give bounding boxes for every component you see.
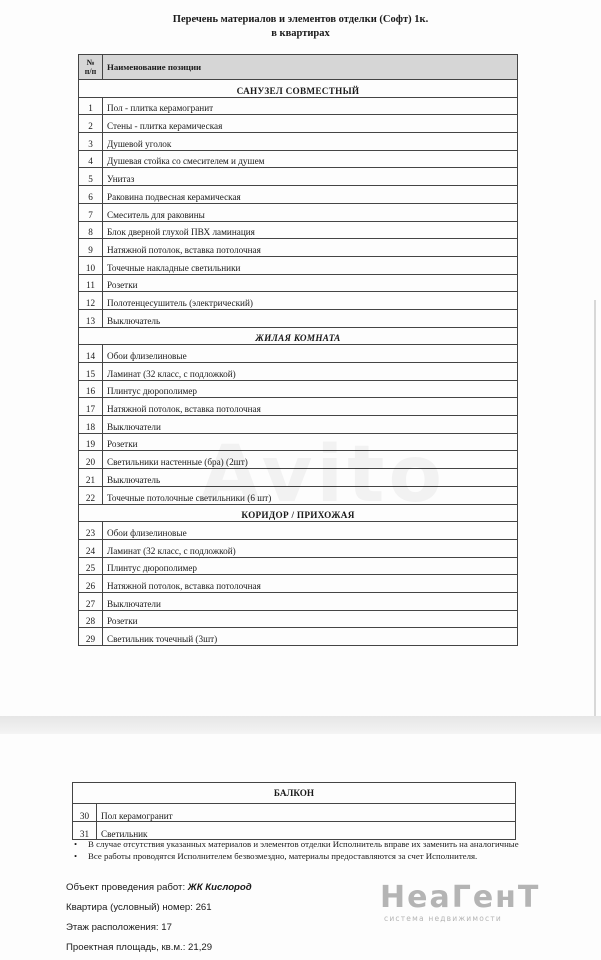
materials-table-body [79, 80, 518, 646]
balcony-table-body [73, 783, 516, 840]
table-row [79, 539, 518, 557]
row-name: Выключатели [103, 416, 518, 434]
row-number: 4 [79, 150, 103, 168]
materials-table [78, 54, 518, 646]
row-name: Розетки [103, 610, 518, 628]
table-row [79, 221, 518, 239]
document-subtitle: в квартирах [271, 28, 330, 39]
table-row [79, 256, 518, 274]
row-number: 2 [79, 115, 103, 133]
row-name: Точечные потолочные светильники (6 шт) [103, 486, 518, 504]
row-name: Пол керамогранит [97, 804, 516, 822]
row-number: 29 [79, 628, 103, 646]
section-title: САНУЗЕЛ СОВМЕСТНЫЙ [79, 80, 518, 98]
row-number: 21 [79, 469, 103, 487]
row-name: Унитаз [103, 168, 518, 186]
row-number: 8 [79, 221, 103, 239]
table-row [79, 150, 518, 168]
row-number: 31 [73, 822, 97, 840]
table-row [73, 822, 516, 840]
watermark-brand: НеаГенТ [380, 880, 541, 915]
document-title: Перечень материалов и элементов отделки (Софт) 1к. [172, 14, 429, 25]
table-row [79, 610, 518, 628]
section-row [79, 327, 518, 345]
row-name: Точечные накладные светильники [103, 256, 518, 274]
column-header-number: № п/п [79, 55, 103, 80]
info-object-value: ЖК Кислород [187, 882, 252, 893]
row-name: Ламинат (32 класс, с подложкой) [103, 363, 518, 381]
table-row [79, 380, 518, 398]
balcony-table [72, 782, 516, 840]
info-object-label: Объект проведения работ: [66, 882, 186, 893]
row-number: 14 [79, 345, 103, 363]
row-number: 22 [79, 486, 103, 504]
row-name: Полотенцесушитель (электрический) [103, 292, 518, 310]
table-row [79, 398, 518, 416]
page-separator [0, 716, 601, 734]
info-object [66, 882, 252, 893]
row-name: Пол - плитка керамогранит [103, 97, 518, 115]
row-number: 6 [79, 186, 103, 204]
table-row [73, 804, 516, 822]
row-number: 11 [79, 274, 103, 292]
table-row [79, 309, 518, 327]
row-name: Розетки [103, 274, 518, 292]
row-name: Плинтус дюрополимер [103, 557, 518, 575]
table-row [79, 628, 518, 646]
section-title: КОРИДОР / ПРИХОЖАЯ [79, 504, 518, 522]
table-row [79, 239, 518, 257]
table-row [79, 522, 518, 540]
section-row [73, 783, 516, 804]
row-name: Блок дверной глухой ПВХ ламинация [103, 221, 518, 239]
table-row [79, 133, 518, 151]
section-title: БАЛКОН [73, 783, 516, 804]
row-number: 16 [79, 380, 103, 398]
table-row [79, 203, 518, 221]
row-number: 26 [79, 575, 103, 593]
avito-watermark [200, 430, 446, 520]
info-area: Проектная площадь, кв.м.: 21,29 [66, 942, 213, 953]
table-row [79, 363, 518, 381]
row-name: Душевая стойка со смесителем и душем [103, 150, 518, 168]
row-name: Натяжной потолок, вставка потолочная [103, 575, 518, 593]
row-name: Стены - плитка керамическая [103, 115, 518, 133]
row-number: 17 [79, 398, 103, 416]
row-name: Выключатель [103, 309, 518, 327]
notes-list [72, 838, 592, 862]
table-row [79, 592, 518, 610]
row-name: Натяжной потолок, вставка потолочная [103, 398, 518, 416]
page-edge-shadow [594, 300, 596, 720]
table-row [79, 274, 518, 292]
row-number: 3 [79, 133, 103, 151]
row-name: Светильник [97, 822, 516, 840]
watermark-tagline: система недвижимости [384, 914, 502, 923]
row-number: 5 [79, 168, 103, 186]
row-number: 18 [79, 416, 103, 434]
table-row [79, 292, 518, 310]
section-row [79, 80, 518, 98]
section-title: ЖИЛАЯ КОМНАТА [79, 327, 518, 345]
row-number: 30 [73, 804, 97, 822]
table-row [79, 97, 518, 115]
row-name: Раковина подвесная керамическая [103, 186, 518, 204]
row-number: 1 [79, 97, 103, 115]
row-name: Светильник точечный (3шт) [103, 628, 518, 646]
row-number: 7 [79, 203, 103, 221]
table-row [79, 186, 518, 204]
row-name: Обои флизелиновые [103, 522, 518, 540]
neagent-watermark [380, 882, 540, 923]
row-name: Душевой уголок [103, 133, 518, 151]
row-name: Натяжной потолок, вставка потолочная [103, 239, 518, 257]
row-number: 27 [79, 592, 103, 610]
row-name: Розетки [103, 433, 518, 451]
row-name: Смеситель для раковины [103, 203, 518, 221]
table-row [79, 115, 518, 133]
column-header-name: Наименование позиции [103, 55, 518, 80]
table-row [79, 168, 518, 186]
bullet-icon: • [74, 851, 78, 861]
row-number: 15 [79, 363, 103, 381]
table-row [79, 557, 518, 575]
row-number: 13 [79, 309, 103, 327]
note-item: • Все работы проводятся Исполнителем безвозмездно, материалы предоставляются за счет Исполнителя. [74, 851, 478, 861]
row-name: Светильники настенные (бра) (2шт) [103, 451, 518, 469]
note-item: • В случае отсутствия указанных материалов и элементов отделки Исполнитель вправе их заменить на аналогичные [74, 839, 519, 849]
table-row [79, 575, 518, 593]
row-name: Выключатель [103, 469, 518, 487]
row-number: 19 [79, 433, 103, 451]
row-name: Плинтус дюрополимер [103, 380, 518, 398]
row-number: 12 [79, 292, 103, 310]
row-number: 25 [79, 557, 103, 575]
table-header-row [79, 55, 518, 80]
row-number: 9 [79, 239, 103, 257]
row-number: 10 [79, 256, 103, 274]
row-number: 28 [79, 610, 103, 628]
table-row [79, 345, 518, 363]
bullet-icon: • [74, 839, 78, 849]
row-number: 23 [79, 522, 103, 540]
row-number: 24 [79, 539, 103, 557]
row-name: Выключатели [103, 592, 518, 610]
row-number: 20 [79, 451, 103, 469]
row-name: Обои флизелиновые [103, 345, 518, 363]
info-apartment: Квартира (условный) номер: 261 [66, 902, 212, 913]
info-floor: Этаж расположения: 17 [66, 922, 172, 933]
row-name: Ламинат (32 класс, с подложкой) [103, 539, 518, 557]
